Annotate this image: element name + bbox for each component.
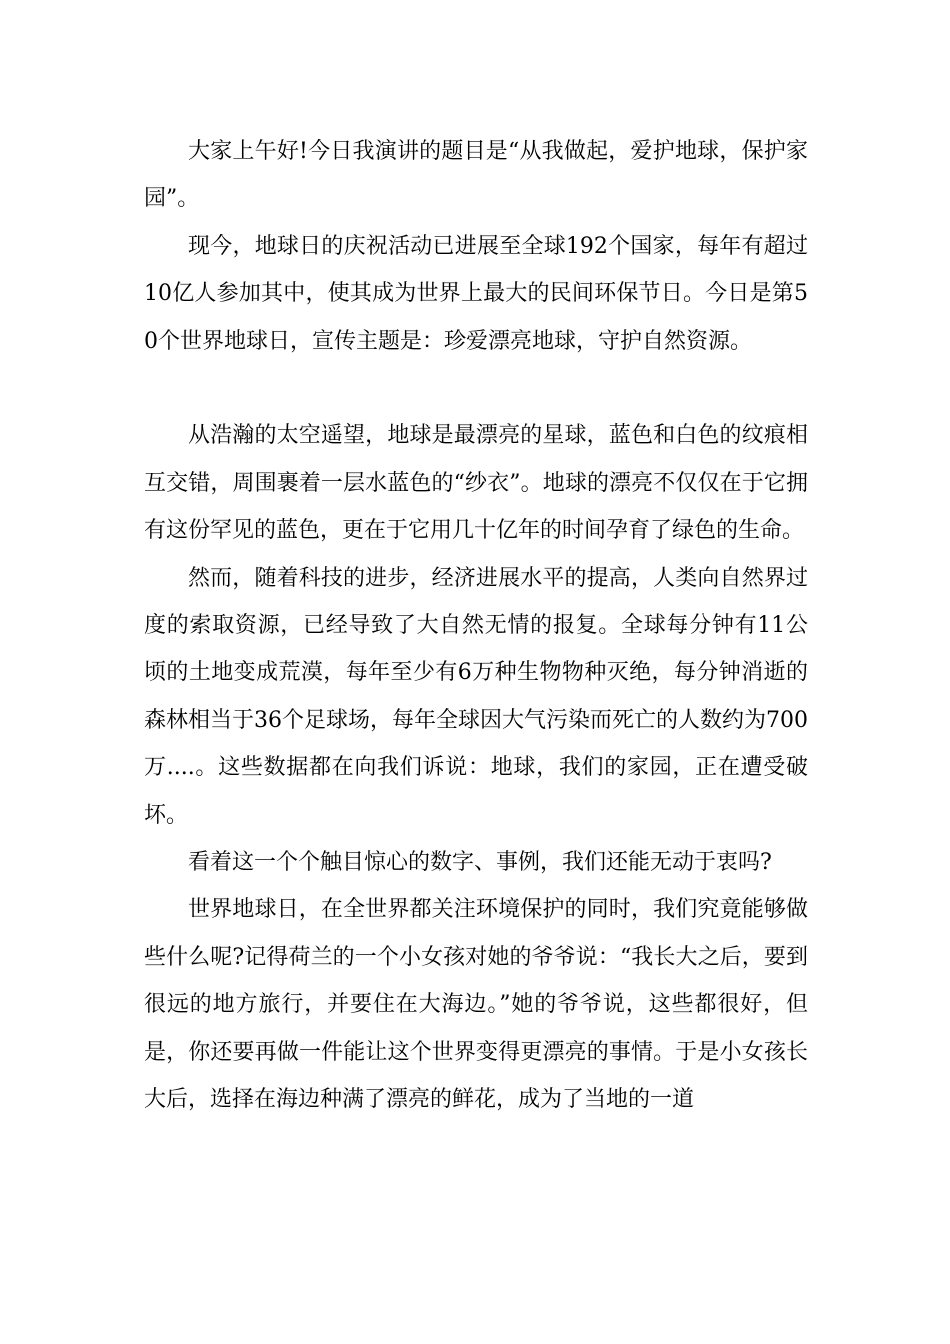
paragraph-environmental-damage: 然而，随着科技的进步，经济进展水平的提高，人类向自然界过度的索取资源，已经导致了大自然无情的报复。全球每分钟有11公顷的土地变成荒漠，每年至少有6万种生物物种灭绝，每分钟消逝的森林相当于36个足球场，每年全球因大气污染而死亡的人数约为700万....。这些数据都在向我们诉说：地球，我们的家园，正在遭受破坏。 <box>144 565 808 828</box>
paragraph-rhetorical-question: 看着这一个个触目惊心的数字、事例，我们还能无动于衷吗? <box>188 850 772 876</box>
document-page <box>144 128 808 1124</box>
paragraph-earth-from-space: 从浩瀚的太空遥望，地球是最漂亮的星球，蓝色和白色的纹痕相互交错，周围裹着一层水蓝色的“纱衣”。地球的漂亮不仅仅在于它拥有这份罕见的蓝色，更在于它用几十亿年的时间孕育了绿色的生命。 <box>144 423 808 544</box>
paragraph-dutch-girl-story: 世界地球日，在全世界都关注环境保护的同时，我们究竟能够做些什么呢?记得荷兰的一个小女孩对她的爷爷说：“我长大之后，要到很远的地方旅行，并要住在大海边。”她的爷爷说，这些都很好，但是，你还要再做一件能让这个世界变得更漂亮的事情。于是小女孩长大后，选择在海边种满了漂亮的鲜花，成为了当地的一道 <box>144 897 808 1113</box>
paragraph-earth-day-facts: 现今，地球日的庆祝活动已进展至全球192个国家，每年有超过10亿人参加其中，使其成为世界上最大的民间环保节日。今日是第50个世界地球日，宣传主题是：珍爱漂亮地球，守护自然资源。 <box>144 233 808 354</box>
paragraph-spacer <box>144 365 808 412</box>
paragraph-greeting: 大家上午好!今日我演讲的题目是“从我做起，爱护地球，保护家园”。 <box>144 139 808 212</box>
